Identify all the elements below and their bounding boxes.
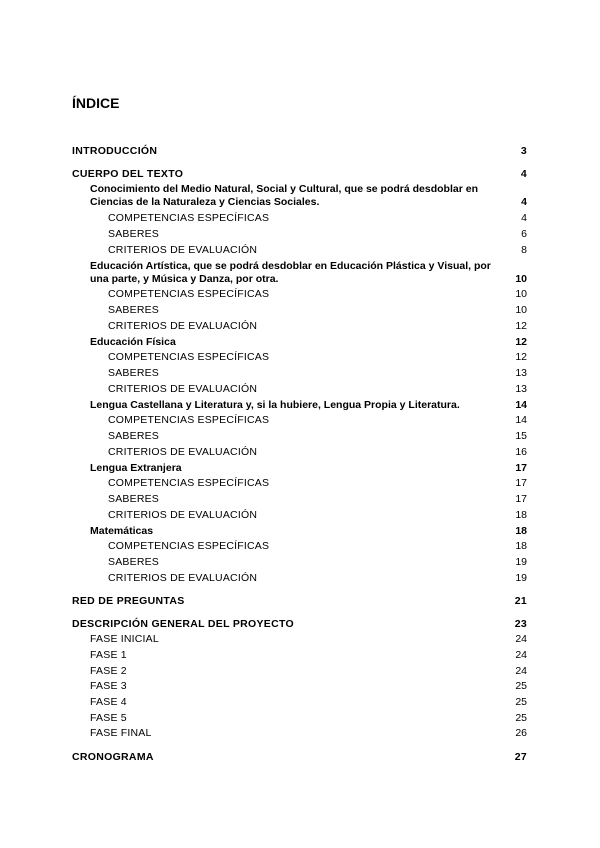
toc-entry-label: COMPETENCIAS ESPECÍFICAS — [108, 477, 270, 489]
toc-page-number: 24 — [515, 665, 527, 677]
toc-entry-label: CRONOGRAMA — [72, 751, 154, 763]
toc-page-number: 27 — [514, 751, 527, 763]
toc-entry-label: RED DE PREGUNTAS — [72, 595, 185, 607]
toc-page-number: 23 — [514, 618, 527, 630]
toc-page-number: 17 — [515, 477, 527, 489]
toc-entry-label: CUERPO DEL TEXTO — [72, 168, 184, 180]
toc-entry-label: CRITERIOS DE EVALUACIÓN — [108, 383, 258, 395]
toc-page-number: 10 — [515, 304, 527, 316]
toc-page-number: 19 — [515, 556, 527, 568]
toc-entry-label: FASE FINAL — [90, 727, 152, 739]
toc-entry-label: FASE 4 — [90, 696, 127, 708]
toc-entry-label: CRITERIOS DE EVALUACIÓN — [108, 320, 258, 332]
toc-entry-label: Lengua Castellana y Literatura y, si la hubiere, Lengua Propia y Literatura. — [90, 399, 460, 411]
toc-entry-label: FASE 1 — [90, 649, 127, 661]
toc-page-number: 13 — [515, 383, 527, 395]
toc-entry-label: Lengua Extranjera — [90, 462, 182, 474]
page-title: ÍNDICE — [72, 95, 120, 111]
toc-page-number: 13 — [515, 367, 527, 379]
toc-page-number: 8 — [521, 244, 527, 256]
toc-page-number: 12 — [515, 351, 527, 363]
toc-entry-label: INTRODUCCIÓN — [72, 145, 158, 157]
toc-page-number: 4 — [521, 212, 527, 224]
toc-entry-label: Conocimiento del Medio Natural, Social y Cultural, que se podrá desdoblar en Ciencias de la Naturaleza y Ciencias Sociales. — [90, 183, 478, 208]
toc-entry-label: SABERES — [108, 430, 160, 442]
toc-page-number: 24 — [515, 633, 527, 645]
toc-page-number: 25 — [515, 712, 527, 724]
toc-entry-label: FASE INICIAL — [90, 633, 159, 645]
toc-page-number: 21 — [514, 595, 527, 607]
toc-entry-label: COMPETENCIAS ESPECÍFICAS — [108, 288, 270, 300]
toc-page-number: 25 — [515, 680, 527, 692]
toc-entry-label: DESCRIPCIÓN GENERAL DEL PROYECTO — [72, 618, 294, 630]
toc-page-number: 16 — [515, 446, 527, 458]
toc-page-number: 4 — [521, 196, 527, 208]
toc-entry-label: CRITERIOS DE EVALUACIÓN — [108, 509, 258, 521]
toc-entry-label: COMPETENCIAS ESPECÍFICAS — [108, 351, 270, 363]
toc-entry-label: CRITERIOS DE EVALUACIÓN — [108, 244, 258, 256]
toc-entry-label: Matemáticas — [90, 525, 154, 537]
toc-entry-label: FASE 3 — [90, 680, 127, 692]
toc-page-number: 3 — [520, 145, 527, 157]
toc-entry-label: FASE 5 — [90, 712, 127, 724]
toc-page-number: 19 — [515, 572, 527, 584]
toc-page-number: 6 — [521, 228, 527, 240]
toc-page-number: 12 — [515, 336, 527, 348]
toc-page-number: 10 — [515, 288, 527, 300]
toc-entry-label: COMPETENCIAS ESPECÍFICAS — [108, 414, 270, 426]
toc-entry-label: SABERES — [108, 304, 160, 316]
toc-page-number: 18 — [515, 525, 527, 537]
toc-page-number: 18 — [515, 540, 527, 552]
toc-entry-label: COMPETENCIAS ESPECÍFICAS — [108, 540, 270, 552]
toc-page-number: 12 — [515, 320, 527, 332]
toc-entry-label: CRITERIOS DE EVALUACIÓN — [108, 572, 258, 584]
toc-entry-label: FASE 2 — [90, 665, 127, 677]
toc-page-number: 17 — [515, 462, 527, 474]
toc-entry-label: SABERES — [108, 493, 160, 505]
toc-page-number: 18 — [515, 509, 527, 521]
toc-page-number: 17 — [515, 493, 527, 505]
toc-page-number: 4 — [520, 168, 527, 180]
toc-page-number: 14 — [515, 399, 527, 411]
toc-page-number: 14 — [515, 414, 527, 426]
toc-page-number: 25 — [515, 696, 527, 708]
toc-entry-label: SABERES — [108, 367, 160, 379]
toc-entry-label: SABERES — [108, 228, 160, 240]
toc-page-number: 10 — [515, 273, 527, 285]
toc-page-number: 26 — [515, 727, 527, 739]
toc-entry-label: CRITERIOS DE EVALUACIÓN — [108, 446, 258, 458]
toc-entry-label: COMPETENCIAS ESPECÍFICAS — [108, 212, 270, 224]
toc-entry-label: Educación Artística, que se podrá desdoblar en Educación Plástica y Visual, por una parte, y Música y Danza, por otra. — [90, 260, 491, 285]
toc-entry-label: SABERES — [108, 556, 160, 568]
toc-page-number: 15 — [515, 430, 527, 442]
toc-entry-label: Educación Física — [90, 336, 176, 348]
toc-page-number: 24 — [515, 649, 527, 661]
